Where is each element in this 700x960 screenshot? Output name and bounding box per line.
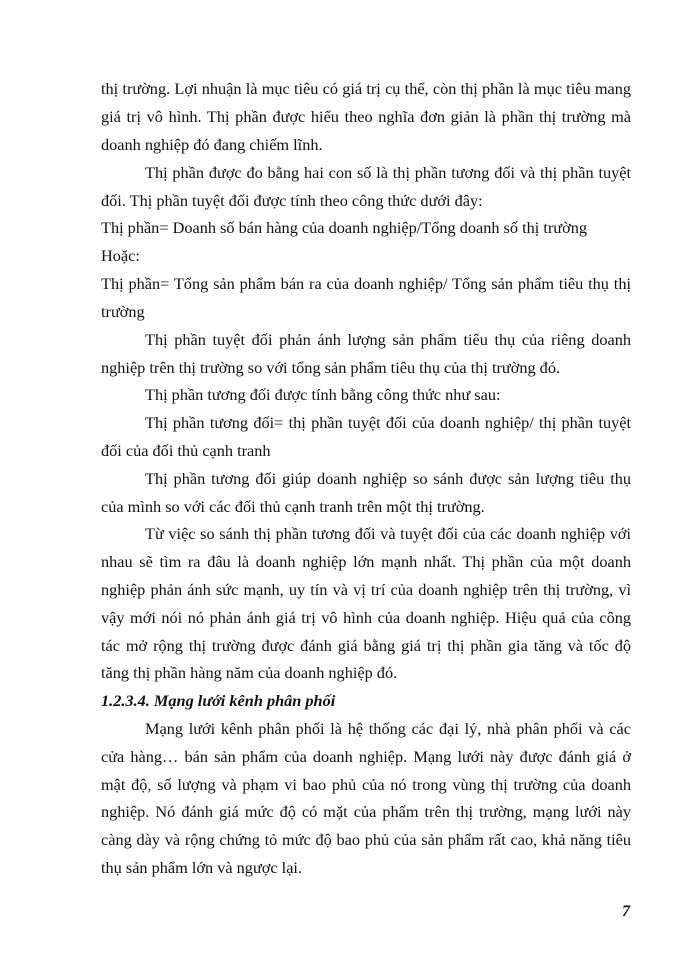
- body-text-line: nghiệp. Nó đánh giá mức độ có mặt của phẩm trên thị trường, mạng lưới này: [101, 802, 631, 821]
- body-text-line: Thị phần tương đối giúp doanh nghiệp so sánh được sản lượng tiêu thụ: [145, 469, 631, 488]
- formula-line: Thị phần= Doanh số bán hàng của doanh nghiệp/Tổng doanh số thị trường: [101, 218, 588, 237]
- body-text-line: càng dày và rộng chứng tỏ mức độ bao phủ của sản phẩm rất cao, khả năng tiêu: [101, 830, 631, 849]
- body-text-line: nhau sẽ tìm ra đâu là doanh nghiệp lớn mạnh nhất. Thị phần của một doanh: [101, 552, 631, 571]
- body-text-line: của mình so với các đối thủ cạnh tranh trên một thị trường.: [101, 497, 485, 516]
- body-text-line: thụ sản phẩm lớn và ngược lại.: [101, 858, 303, 877]
- body-text-line: tăng thị phần hàng năm của doanh nghiệp đó.: [101, 663, 398, 682]
- body-text-line: Thị phần tuyệt đối phản ánh lượng sản phẩm tiêu thụ của riêng doanh: [145, 330, 631, 349]
- page-number: 7: [622, 903, 630, 920]
- body-text-line: Thị phần được đo bằng hai con số là thị phần tương đối và thị phần tuyệt: [145, 163, 631, 182]
- body-text-line: Thị phần tương đối được tính bằng công thức như sau:: [145, 385, 501, 404]
- body-text-line: giá trị vô hình. Thị phần được hiểu theo nghĩa đơn giản là phần thị trường mà: [101, 107, 631, 126]
- body-text-line: vậy mới nói nó phản ánh giá trị vô hình của doanh nghiệp. Hiệu quả của công: [101, 608, 631, 627]
- body-text-line: Từ việc so sánh thị phần tương đối và tuyệt đối của các doanh nghiệp với: [145, 524, 631, 543]
- formula-line: trường: [101, 302, 145, 321]
- body-text-line: doanh nghiệp đó đang chiếm lĩnh.: [101, 135, 323, 154]
- body-text-line: Mạng lưới kênh phân phối là hệ thống các đại lý, nhà phân phối và các: [145, 719, 631, 738]
- body-text-line: nghiệp trên thị trường so với tổng sản phẩm tiêu thụ của thị trường đó.: [101, 358, 561, 377]
- body-text-line: Hoặc:: [101, 246, 140, 265]
- body-text-line: đối. Thị phần tuyệt đối được tính theo công thức dưới đây:: [101, 191, 483, 210]
- body-text-line: thị trường. Lợi nhuận là mục tiêu có giá trị cụ thể, còn thị phần là mục tiêu mang: [101, 79, 631, 98]
- formula-line: Thị phần= Tổng sản phẩm bán ra của doanh nghiệp/ Tổng sản phẩm tiêu thụ thị: [101, 274, 631, 293]
- section-heading: 1.2.3.4. Mạng lưới kênh phân phối: [101, 691, 336, 710]
- body-text-line: tác mở rộng thị trường được đánh giá bằng giá trị thị phần gia tăng và tốc độ: [101, 636, 631, 655]
- body-text-line: nghiệp phản ánh sức mạnh, uy tín và vị trí của doanh nghiệp trên thị trường, vì: [101, 580, 631, 599]
- formula-line: đối của đối thủ cạnh tranh: [101, 441, 271, 460]
- body-text-line: cửa hàng… bán sản phẩm của doanh nghiệp. Mạng lưới này được đánh giá ở: [101, 747, 631, 766]
- body-text-line: mật độ, số lượng và phạm vi bao phủ của nó trong vùng thị trường của doanh: [101, 775, 631, 794]
- formula-line: Thị phần tương đối= thị phần tuyệt đối của doanh nghiệp/ thị phần tuyệt: [145, 413, 631, 432]
